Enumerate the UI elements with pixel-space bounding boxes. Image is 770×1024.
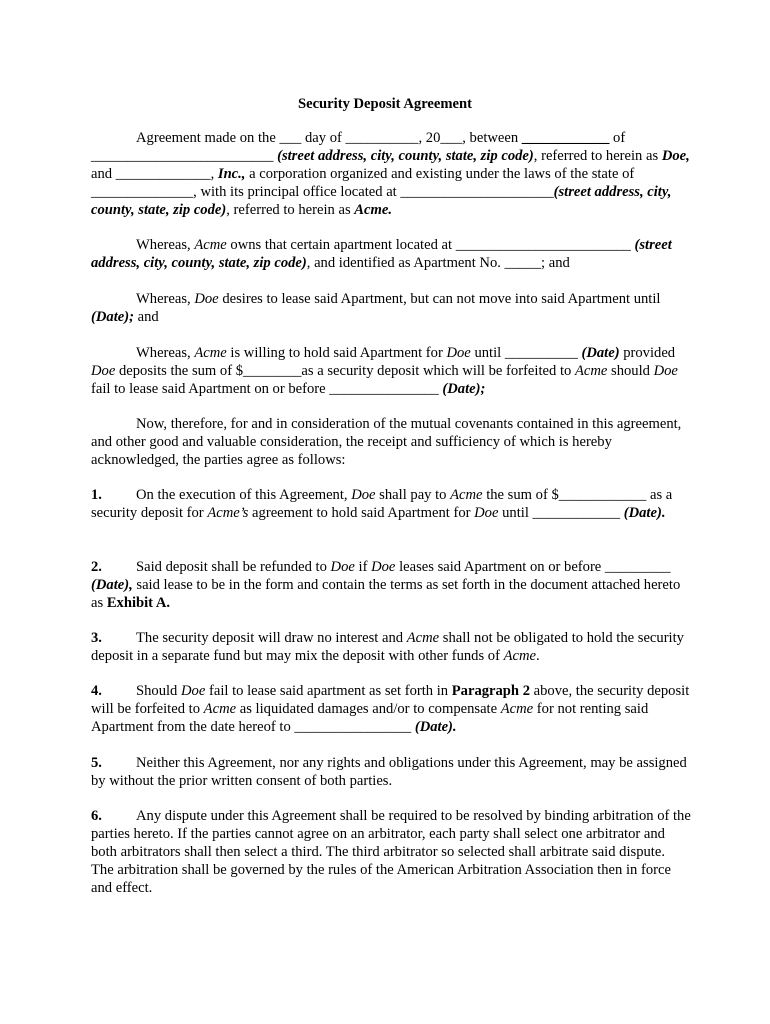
intro-paragraph: Agreement made on the ___ day of __________, 20___, between ____________ of _________________________ (street address, city, county, state, zip code), referred to herein as Doe, and _____________, Inc., a corporation organized and existing under the laws of the state of ______________, with its principal office located at _____________________(street address, city, county, state, zip code), referred to herein as Acme. [91,130,690,218]
clause-number: 1. [91,487,102,503]
clause-2: 2. Said deposit shall be refunded to Doe if Doe leases said Apartment on or before _________ (Date), said lease to be in the form and contain the terms as set forth in the document attached hereto as Exhibit A. [91,559,681,611]
whereas-paragraph-3: Whereas, Acme is willing to hold said Apartment for Doe until __________ (Date) provided Doe deposits the sum of $________as a security deposit which will be forfeited to Acme should Doe fail to lease said Apartment on or before _______________ (Date); [91,345,678,397]
whereas-paragraph-1: Whereas, Acme owns that certain apartment located at ________________________ (street address, city, county, state, zip code), and identified as Apartment No. _____; and [91,237,672,271]
whereas-paragraph-2: Whereas, Doe desires to lease said Apartment, but can not move into said Apartment until (Date); and [91,291,661,325]
clause-1: 1. On the execution of this Agreement, Doe shall pay to Acme the sum of $____________ as a security deposit for Acme’s agreement to hold said Apartment for Doe until ____________ (Date). [91,487,673,521]
clause-number: 2. [91,559,102,575]
clause-number: 3. [91,630,102,646]
clause-4: 4. Should Doe fail to lease said apartment as set forth in Paragraph 2 above, the security deposit will be forfeited to Acme as liquidated damages and/or to compensate Acme for not renting said Apartment from the date hereof to ________________ (Date). [91,683,690,735]
now-therefore-paragraph: Now, therefore, for and in consideration of the mutual covenants contained in this agreement, and other good and valuable consideration, the receipt and sufficiency of which is hereby acknowledged, the parties agree as follows: [91,416,682,468]
clause-6: 6. Any dispute under this Agreement shall be required to be resolved by binding arbitration of the parties hereto. If the parties cannot agree on an arbitrator, each party shall select one arbitrator and both arbitrators shall then select a third. The third arbitrator so selected shall arbitrate said dispute. The arbitration shall be governed by the rules of the American Arbitration Association then in force and effect. [91,808,691,896]
clause-number: 4. [91,683,102,699]
clause-3: 3. The security deposit will draw no interest and Acme shall not be obligated to hold the security deposit in a separate fund but may mix the deposit with other funds of Acme. [91,630,684,664]
clause-number: 6. [91,808,102,824]
clause-number: 5. [91,755,102,771]
clause-5: 5. Neither this Agreement, nor any rights and obligations under this Agreement, may be assigned by without the prior written consent of both parties. [91,755,687,789]
document-title: Security Deposit Agreement [297,96,472,112]
